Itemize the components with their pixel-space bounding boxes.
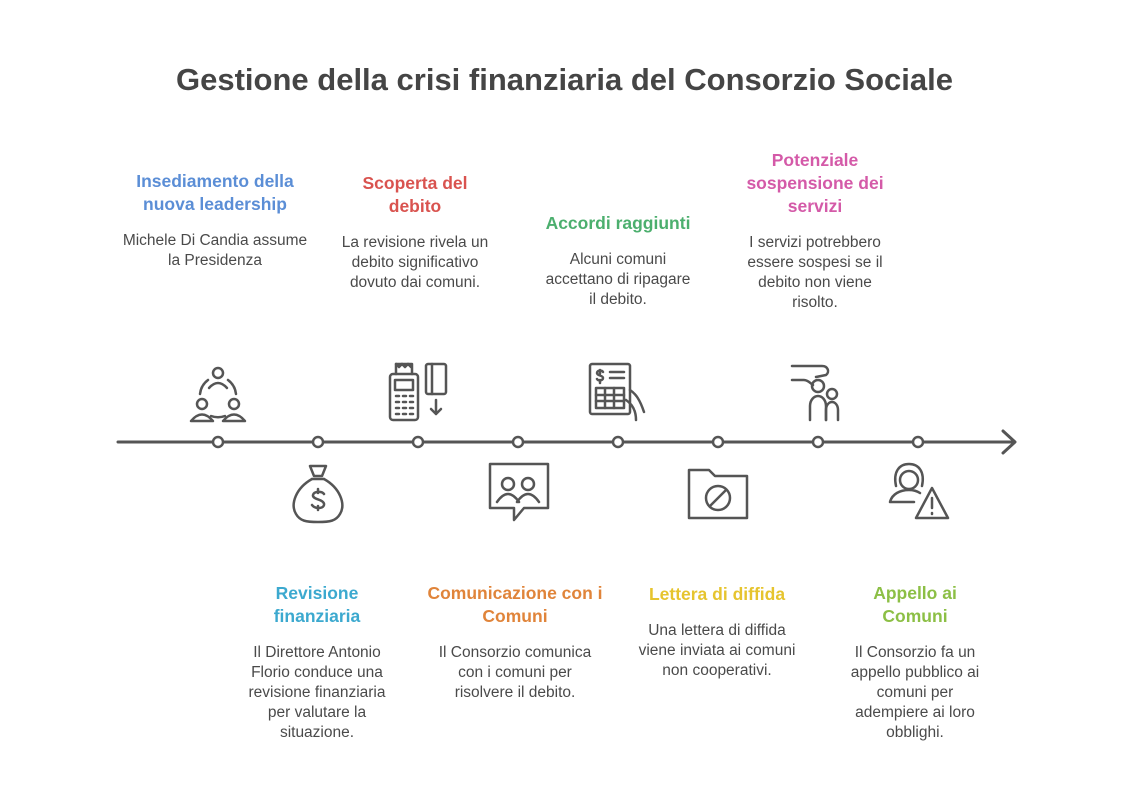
event-description: Alcuni comuni accettano di ripagare il debito. <box>545 251 691 308</box>
event-title: Potenziale sospensione dei servizi <box>746 150 884 216</box>
timeline-dot <box>713 437 723 447</box>
event-insediamento <box>120 170 310 271</box>
event-accordi <box>523 212 713 310</box>
event-description: Una lettera di diffida viene inviata ai comuni non cooperativi. <box>638 622 796 679</box>
event-description: I servizi potrebbero essere sospesi se il debito non viene risolto. <box>747 234 883 311</box>
hand-holding-people-icon <box>788 360 852 424</box>
timeline-dot <box>813 437 823 447</box>
blocked-folder-icon <box>686 462 750 526</box>
payment-terminal-icon <box>386 360 450 424</box>
event-scoperta <box>320 172 510 293</box>
event-description: Michele Di Candia assume la Presidenza <box>122 232 308 269</box>
person-warning-icon <box>886 460 950 524</box>
timeline-dot <box>213 437 223 447</box>
event-description: Il Consorzio comunica con i comuni per risolvere il debito. <box>438 644 592 701</box>
event-appello <box>820 582 1010 743</box>
timeline-dot <box>413 437 423 447</box>
diagram-title: Gestione della crisi finanziaria del Consorzio Sociale <box>176 62 953 97</box>
timeline-dot <box>513 437 523 447</box>
event-description: La revisione rivela un debito significativo dovuto dai comuni. <box>341 234 489 291</box>
money-bag-icon <box>286 462 350 526</box>
event-title: Appello ai Comuni <box>873 583 957 626</box>
people-circle-icon <box>186 362 250 426</box>
event-sospensione <box>720 149 910 313</box>
event-title: Lettera di diffida <box>648 584 786 604</box>
event-lettera <box>622 583 812 681</box>
event-revisione <box>222 582 412 743</box>
chat-people-icon <box>486 460 550 524</box>
timeline-dot <box>313 437 323 447</box>
event-title: Accordi raggiunti <box>545 213 691 233</box>
event-title: Comunicazione con i Comuni <box>427 583 603 626</box>
event-comunicazione <box>420 582 610 703</box>
timeline-dot <box>613 437 623 447</box>
event-title: Scoperta del debito <box>362 173 468 216</box>
event-description: Il Direttore Antonio Florio conduce una revisione finanziaria per valutare la situazione. <box>248 644 386 741</box>
event-title: Revisione finanziaria <box>273 583 361 626</box>
invoice-hand-icon <box>586 360 650 424</box>
event-title: Insediamento della nuova leadership <box>136 171 294 214</box>
timeline-dot <box>913 437 923 447</box>
event-description: Il Consorzio fa un appello pubblico ai comuni per adempiere ai loro obblighi. <box>850 644 980 741</box>
